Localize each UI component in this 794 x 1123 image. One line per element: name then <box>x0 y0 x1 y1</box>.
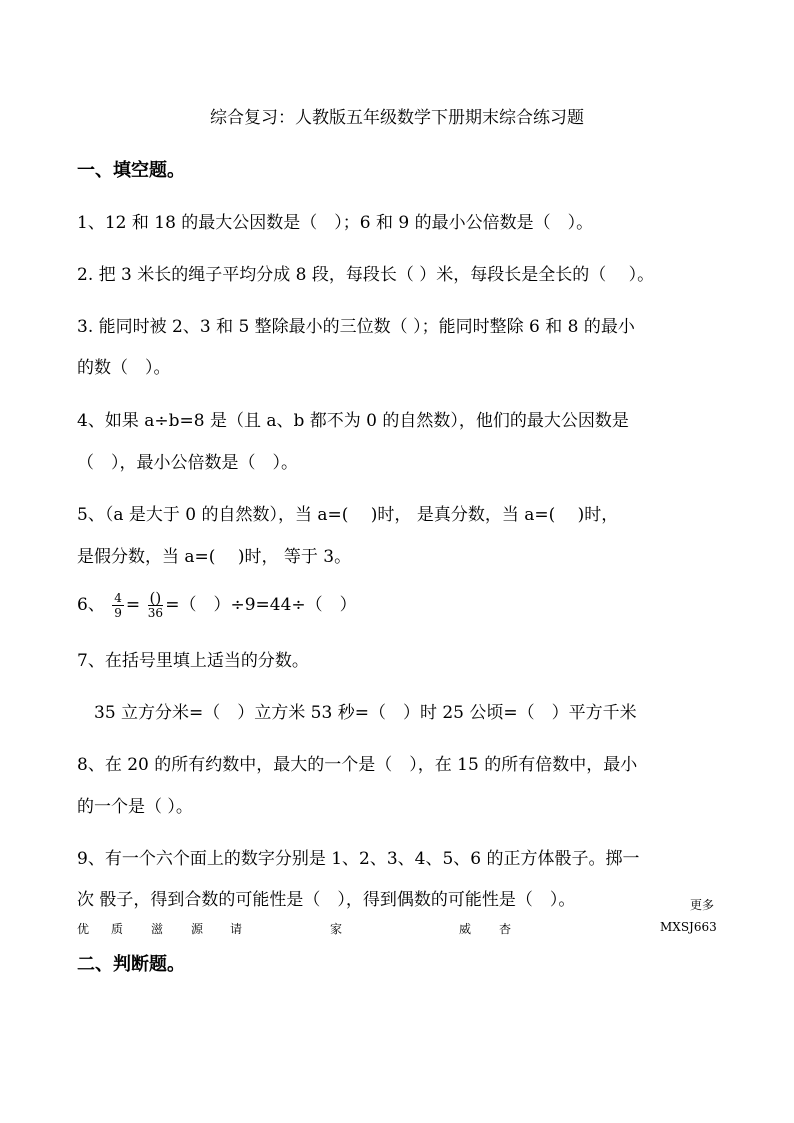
question-9-line-2: 次 骰子，得到合数的可能性是（ ），得到偶数的可能性是（ ）。 <box>77 890 576 910</box>
ad-char: 威 <box>459 922 472 936</box>
ad-char: 杏 <box>499 922 512 936</box>
equals-sign: = <box>125 595 141 615</box>
question-6 <box>77 591 357 620</box>
ad-more-text: 更多 <box>690 898 715 912</box>
question-5-line-2: 是假分数，当 a=( )时， 等于 3。 <box>77 547 352 567</box>
ad-char: 优 <box>77 922 90 936</box>
fraction-numerator-blank: () <box>149 589 162 607</box>
ad-char: 质 <box>111 922 124 936</box>
page-title: 综合复习：人教版五年级数学下册期末综合练习题 <box>210 108 584 128</box>
fraction-numerator: 4 <box>114 591 122 605</box>
section-heading-fill-blank: 一、填空题。 <box>77 160 185 181</box>
fraction-blank-over-36 <box>148 591 164 620</box>
fraction-four-ninths <box>112 591 124 620</box>
ad-char: 家 <box>330 922 343 936</box>
question-7: 7、在括号里填上适当的分数。 <box>77 651 309 671</box>
question-3-line-1: 3. 能同时被 2、3 和 5 整除最小的三位数（ ）；能同时整除 6 和 8 的最小 <box>77 317 635 337</box>
question-4-line-2: （ ），最小公倍数是（ ）。 <box>77 453 298 473</box>
section-heading-true-false: 二、判断题。 <box>77 954 185 975</box>
fraction-denominator: 36 <box>147 606 164 620</box>
question-1: 1、12 和 18 的最大公因数是（ ）；6 和 9 的最小公倍数是（ ）。 <box>77 213 594 233</box>
question-5-line-1: 5、（a 是大于 0 的自然数），当 a=( )时， 是真分数，当 a=( )时， <box>77 505 619 525</box>
question-8-line-1: 8、在 20 的所有约数中，最大的一个是（ ），在 15 的所有倍数中，最小 <box>77 755 638 775</box>
fraction-denominator: 9 <box>114 606 122 620</box>
ad-code: MXSJ663 <box>660 920 717 934</box>
question-3-line-2: 的数（ ）。 <box>77 358 171 378</box>
ad-char: 请 <box>230 922 243 936</box>
question-6-rest: =（ ）÷9=44÷（ ） <box>165 595 357 615</box>
ad-char: 滋 <box>151 922 164 936</box>
question-8-line-2: 的一个是（ ）。 <box>77 797 193 817</box>
question-2: 2. 把 3 米长的绳子平均分成 8 段，每段长（ ）米，每段长是全长的（ ）。 <box>77 265 655 285</box>
question-7-items: 35 立方分米=（ ）立方米 53 秒=（ ）时 25 公顷=（ ）平方千米 <box>94 703 637 723</box>
question-6-label: 6、 <box>77 595 105 615</box>
question-9-line-1: 9、有一个六个面上的数字分别是 1、2、3、4、5、6 的正方体骰子。掷一 <box>77 849 640 869</box>
ad-char: 源 <box>191 922 204 936</box>
question-4-line-1: 4、如果 a÷b=8 是（且 a、b 都不为 0 的自然数），他们的最大公因数是 <box>77 411 629 431</box>
